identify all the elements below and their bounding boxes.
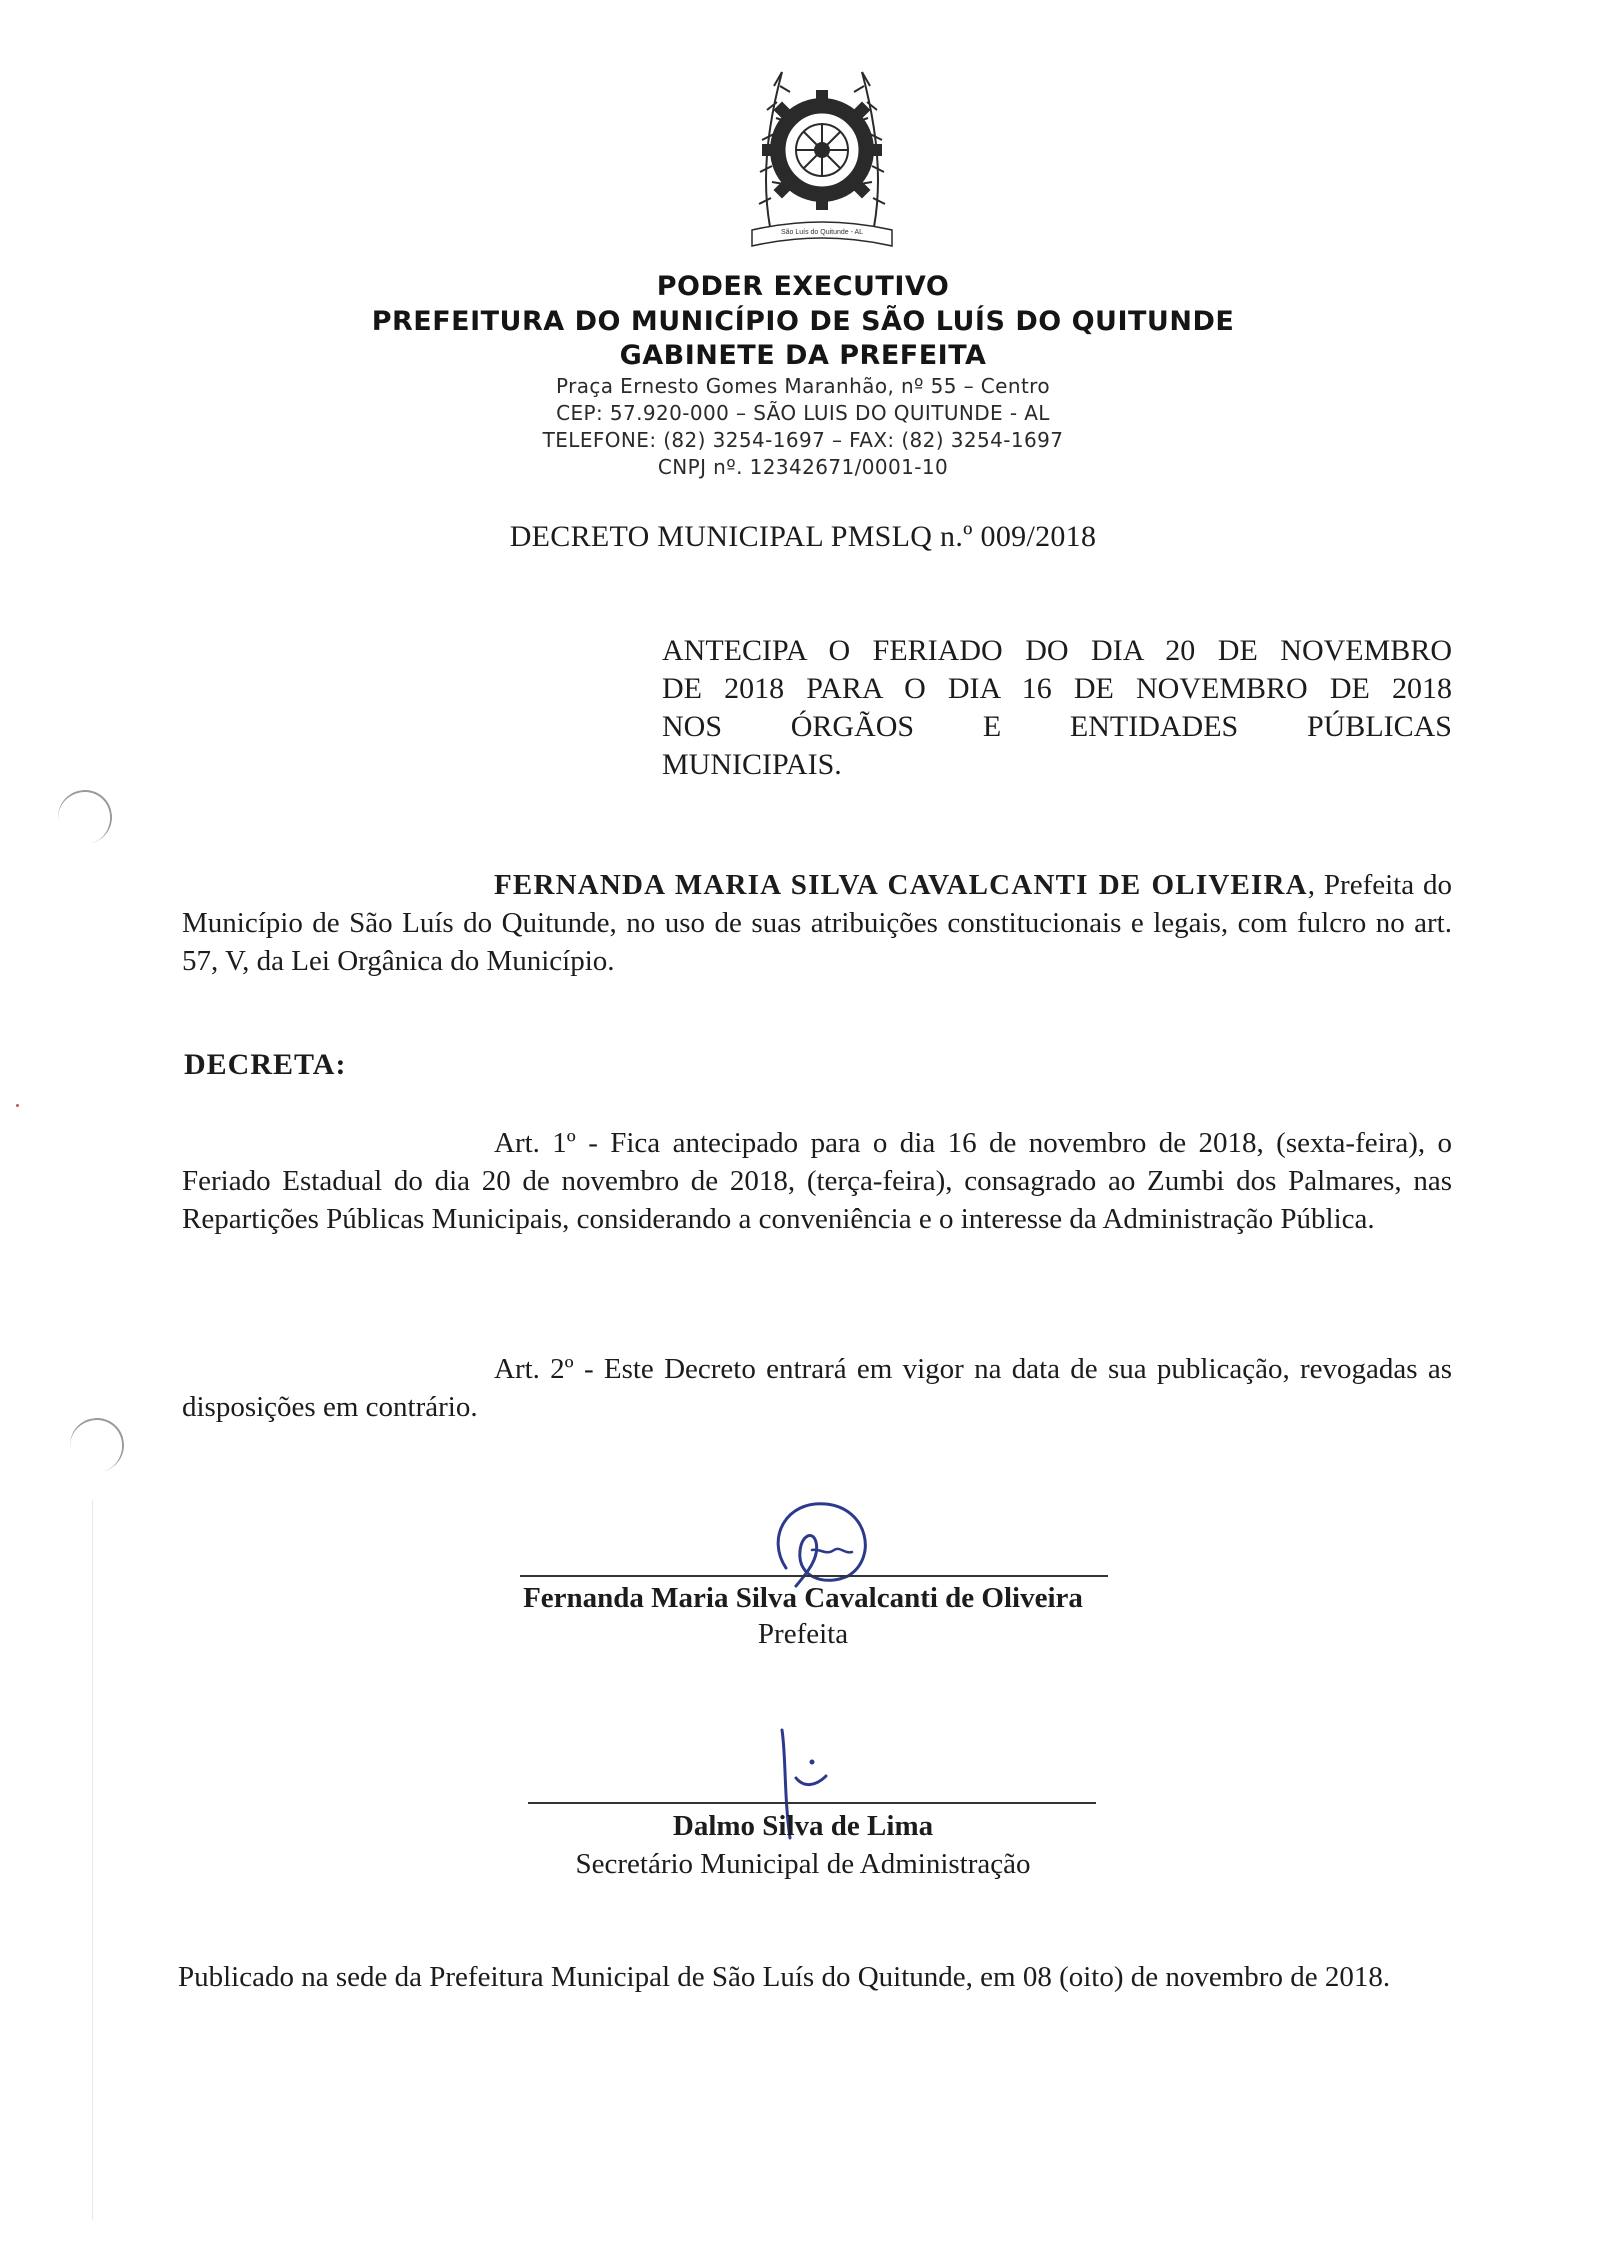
preamble-paragraph (182, 866, 1452, 980)
header-address: Praça Ernesto Gomes Maranhão, nº 55 – Centro (555, 374, 1051, 398)
signature-line (528, 1802, 1096, 1804)
signatory-name: Dalmo Silva de Lima (672, 1810, 934, 1842)
summary-line: NOS ÓRGÃOS E ENTIDADES PÚBLICAS (662, 710, 1452, 743)
article-2 (182, 1350, 1452, 1426)
signature-line (520, 1575, 1108, 1577)
header-cep: CEP: 57.920-000 – SÃO LUIS DO QUITUNDE - AL (556, 401, 1050, 425)
article-1-text: Art. 1º - Fica antecipado para o dia 16 de novembro de 2018, (sexta-feira), o Feriado Estadual do dia 20 de novembro de 2018, (terça-feira), consagrado ao Zumbi dos Palmares, nas Repartições Públicas Municipais, considerando a conveniência e o interesse da Administração Pública. (182, 1127, 1452, 1235)
header-cnpj: CNPJ nº. 12342671/0001-10 (657, 455, 949, 479)
decreta-heading: DECRETA: (184, 1048, 347, 1081)
header-prefecture: PREFEITURA DO MUNICÍPIO DE SÃO LUÍS DO QUITUNDE (371, 306, 1235, 337)
article-1 (182, 1124, 1452, 1238)
signatory-name: Fernanda Maria Silva Cavalcanti de Oliveira (523, 1582, 1083, 1614)
article-2-text: Art. 2º - Este Decreto entrará em vigor na data de sua publicação, revogadas as disposições em contrário. (182, 1353, 1452, 1423)
signatory-role: Secretário Municipal de Administração (575, 1848, 1031, 1880)
decree-title: DECRETO MUNICIPAL PMSLQ n.º 009/2018 (509, 520, 1097, 553)
signatory-role: Prefeita (757, 1618, 849, 1650)
header-cabinet: GABINETE DA PREFEITA (619, 340, 987, 371)
crest-ribbon-text: São Luís do Quitunde - AL (780, 229, 864, 236)
scan-speck (16, 1104, 19, 1107)
decree-summary (662, 632, 1452, 784)
header-phone: TELEFONE: (82) 3254-1697 – FAX: (82) 3254-1697 (542, 428, 1064, 452)
mayor-name: FERNANDA MARIA SILVA CAVALCANTI DE OLIVEIRA (494, 869, 1308, 901)
summary-line: MUNICIPAIS. (662, 748, 842, 781)
header-power: PODER EXECUTIVO (656, 271, 950, 302)
summary-line: ANTECIPA O FERIADO DO DIA 20 DE NOVEMBRO (662, 634, 1452, 667)
publication-note: Publicado na sede da Prefeitura Municipal de São Luís do Quitunde, em 08 (oito) de novembro de 2018. (178, 1961, 1391, 1993)
punch-hole-mark (66, 1414, 129, 1477)
preamble-text: , Prefeita do Município de São Luís do Quitunde, no uso de suas atribuições constitucionais e legais, com fulcro no art. 57, V, da Lei Orgânica do Município. (182, 869, 1453, 977)
summary-line: DE 2018 PARA O DIA 16 DE NOVEMBRO DE 2018 (662, 672, 1452, 705)
punch-hole-mark (54, 786, 117, 849)
